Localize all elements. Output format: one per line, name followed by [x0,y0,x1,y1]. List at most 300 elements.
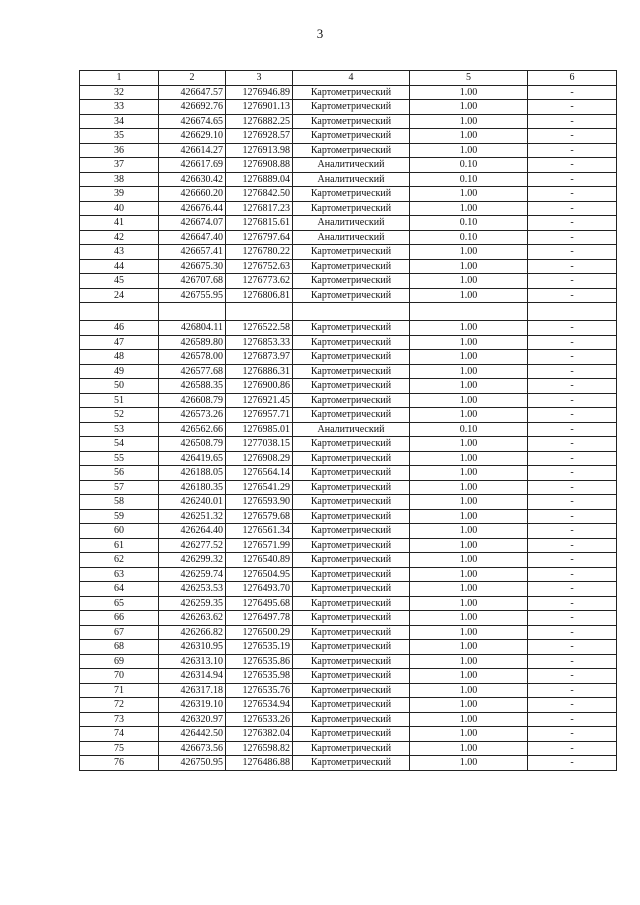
table-row [80,669,617,684]
table-cell: Картометрический [293,245,410,260]
table-cell: Картометрический [293,129,410,144]
table-cell: 1276535.76 [226,683,293,698]
table-cell: 40 [80,201,159,216]
table-row [80,85,617,100]
table-cell: 33 [80,100,159,115]
table-cell: Картометрический [293,524,410,539]
table-cell: 426630.42 [159,172,226,187]
table-cell: 1276382.04 [226,727,293,742]
table-cell: 1276561.34 [226,524,293,539]
table-cell: 49 [80,364,159,379]
table-cell: 1276773.62 [226,274,293,289]
table-cell: 1276921.45 [226,393,293,408]
table-cell: - [528,335,617,350]
table-cell: 1276853.33 [226,335,293,350]
table-cell: 60 [80,524,159,539]
table-cell: 426320.97 [159,712,226,727]
table-cell [528,303,617,321]
table-row [80,640,617,655]
column-header: 6 [528,71,617,86]
table-cell: 1.00 [410,466,528,481]
table-cell: Аналитический [293,216,410,231]
table-row [80,393,617,408]
table-cell: 1.00 [410,288,528,303]
table-cell: Картометрический [293,553,410,568]
table-cell: 48 [80,350,159,365]
table-row [80,288,617,303]
table-cell: 426804.11 [159,321,226,336]
table-cell: 1.00 [410,582,528,597]
table-cell: 426589.80 [159,335,226,350]
table-row [80,698,617,713]
table-cell: 39 [80,187,159,202]
table-row [80,451,617,466]
table-cell [159,303,226,321]
table-cell: 426673.56 [159,741,226,756]
table-cell: 1276806.81 [226,288,293,303]
table-cell: 1.00 [410,683,528,698]
table-cell: 1.00 [410,451,528,466]
table-cell: 42 [80,230,159,245]
table-cell: - [528,524,617,539]
table-cell: 1.00 [410,408,528,423]
table-cell: 426674.65 [159,114,226,129]
table-cell: Картометрический [293,741,410,756]
table-cell: 426608.79 [159,393,226,408]
table-cell: - [528,683,617,698]
table-cell: 426508.79 [159,437,226,452]
table-cell: Картометрический [293,393,410,408]
table-cell: 1276500.29 [226,625,293,640]
table-cell: 1.00 [410,538,528,553]
table-cell: 426674.07 [159,216,226,231]
table-row [80,509,617,524]
table-cell: - [528,698,617,713]
table-cell: 1276908.29 [226,451,293,466]
table-cell: 1.00 [410,524,528,539]
table-cell: 426562.66 [159,422,226,437]
table-cell: 0.10 [410,230,528,245]
table-cell: 1.00 [410,100,528,115]
table-cell: 426660.20 [159,187,226,202]
table-cell: 36 [80,143,159,158]
table-cell: - [528,640,617,655]
table-cell: Картометрический [293,480,410,495]
table-row [80,114,617,129]
table-row [80,422,617,437]
table-cell: 61 [80,538,159,553]
table-cell: 75 [80,741,159,756]
table-cell [80,303,159,321]
table-cell: Картометрический [293,669,410,684]
table-cell: - [528,509,617,524]
table-cell: 1276541.29 [226,480,293,495]
table-row [80,321,617,336]
table-cell: 73 [80,712,159,727]
table-cell: 0.10 [410,158,528,173]
table-cell: 426676.44 [159,201,226,216]
table-row [80,727,617,742]
table-cell: - [528,596,617,611]
table-cell: 426750.95 [159,756,226,771]
table-cell: 426588.35 [159,379,226,394]
table-cell: 76 [80,756,159,771]
table-row [80,596,617,611]
table-cell: 43 [80,245,159,260]
table-cell: 426578.00 [159,350,226,365]
table-cell: 1276913.98 [226,143,293,158]
table-cell: 1276882.25 [226,114,293,129]
table-cell: Картометрический [293,654,410,669]
table-cell: - [528,582,617,597]
table-cell: - [528,727,617,742]
table-cell: 426692.76 [159,100,226,115]
table-cell: 1.00 [410,698,528,713]
table-cell: - [528,216,617,231]
table-cell: 1.00 [410,654,528,669]
table-cell: - [528,259,617,274]
table-cell: 1.00 [410,553,528,568]
table-cell: Аналитический [293,172,410,187]
table-cell: Картометрический [293,379,410,394]
table-cell: Картометрический [293,201,410,216]
table-cell: 1.00 [410,335,528,350]
table-cell: 1.00 [410,379,528,394]
table-cell: Картометрический [293,114,410,129]
table-cell: Картометрический [293,466,410,481]
column-header: 5 [410,71,528,86]
table-cell: 54 [80,437,159,452]
table-cell: 44 [80,259,159,274]
table-cell: 426617.69 [159,158,226,173]
table-cell: 1276535.86 [226,654,293,669]
table-cell: 0.10 [410,172,528,187]
table-cell: 72 [80,698,159,713]
table-cell: 426707.68 [159,274,226,289]
table-cell: Картометрический [293,712,410,727]
table-cell: 56 [80,466,159,481]
table-row [80,158,617,173]
table-cell: 1.00 [410,143,528,158]
table-cell: 426240.01 [159,495,226,510]
table-cell: - [528,451,617,466]
table-cell: 35 [80,129,159,144]
table-row [80,741,617,756]
table-cell: 426577.68 [159,364,226,379]
table-cell: - [528,288,617,303]
table-cell: 1.00 [410,114,528,129]
table-cell: 37 [80,158,159,173]
table-cell: - [528,393,617,408]
table-cell: 53 [80,422,159,437]
table-cell: - [528,480,617,495]
table-cell: - [528,114,617,129]
table-cell: Картометрический [293,335,410,350]
table-cell: - [528,321,617,336]
table-row [80,466,617,481]
table-cell: 38 [80,172,159,187]
table-header-row [80,71,617,86]
table-cell: 65 [80,596,159,611]
table-row [80,379,617,394]
table-cell: 45 [80,274,159,289]
table-cell: 34 [80,114,159,129]
table-cell: - [528,654,617,669]
table-cell: 1.00 [410,567,528,582]
table-cell: 51 [80,393,159,408]
table-cell: 1276495.68 [226,596,293,611]
table-cell: 426266.82 [159,625,226,640]
table-cell: 68 [80,640,159,655]
table-cell: Картометрический [293,611,410,626]
table-cell: Картометрический [293,538,410,553]
table-row [80,100,617,115]
table-cell: 1276946.89 [226,85,293,100]
table-row [80,230,617,245]
table-row [80,245,617,260]
table-cell: Картометрический [293,596,410,611]
table-cell: 1276535.19 [226,640,293,655]
table-cell: 64 [80,582,159,597]
table-cell: 426647.57 [159,85,226,100]
table-cell: 47 [80,335,159,350]
table-cell: 1.00 [410,741,528,756]
table-cell: 1.00 [410,350,528,365]
table-cell: 1.00 [410,596,528,611]
column-header: 4 [293,71,410,86]
table-cell: 1.00 [410,625,528,640]
table-cell: 426264.40 [159,524,226,539]
table-cell: Картометрический [293,274,410,289]
table-cell: 426310.95 [159,640,226,655]
table-cell: Картометрический [293,364,410,379]
table-cell: Картометрический [293,756,410,771]
table-cell: 41 [80,216,159,231]
table-cell: Картометрический [293,100,410,115]
table-cell: 1276815.61 [226,216,293,231]
table-cell: 1.00 [410,364,528,379]
table-cell: - [528,245,617,260]
table-row [80,553,617,568]
table-cell: 1276908.88 [226,158,293,173]
table-cell: 69 [80,654,159,669]
table-cell: - [528,553,617,568]
table-cell: Картометрический [293,288,410,303]
table-cell: 1276842.50 [226,187,293,202]
table-cell: 1276957.71 [226,408,293,423]
table-row [80,524,617,539]
table-cell: 1276817.23 [226,201,293,216]
table-cell: 1276889.04 [226,172,293,187]
table-row [80,335,617,350]
table-cell: Картометрический [293,582,410,597]
table-cell: - [528,625,617,640]
table-cell: - [528,129,617,144]
table-cell: Аналитический [293,422,410,437]
table-cell: 1276873.97 [226,350,293,365]
table-row [80,350,617,365]
table-cell: 70 [80,669,159,684]
table-cell: 426442.50 [159,727,226,742]
table-cell: - [528,567,617,582]
table-cell: 426253.53 [159,582,226,597]
table-cell: 1276534.94 [226,698,293,713]
table-cell: Картометрический [293,640,410,655]
table-cell: 1276533.26 [226,712,293,727]
table-cell: 1276900.86 [226,379,293,394]
table-row [80,143,617,158]
table-cell: 1.00 [410,509,528,524]
table-cell: 1276564.14 [226,466,293,481]
table-cell: 426614.27 [159,143,226,158]
table-row [80,303,617,321]
table-cell: 1276504.95 [226,567,293,582]
table-cell: - [528,712,617,727]
table-row [80,216,617,231]
table-cell: - [528,274,617,289]
table-cell: Картометрический [293,408,410,423]
table-cell: - [528,158,617,173]
table-cell: 426629.10 [159,129,226,144]
table-cell: 1276780.22 [226,245,293,260]
table-cell: 58 [80,495,159,510]
table-body [80,85,617,770]
table-cell: Картометрический [293,625,410,640]
table-cell: 1276535.98 [226,669,293,684]
table-cell: 1.00 [410,259,528,274]
table-cell: 1.00 [410,187,528,202]
table-cell: 1276797.64 [226,230,293,245]
table-cell: Картометрический [293,509,410,524]
table-cell: 1.00 [410,437,528,452]
table-cell: 426317.18 [159,683,226,698]
table-cell: - [528,143,617,158]
table-cell: 1.00 [410,712,528,727]
table-row [80,582,617,597]
table-cell: 1276540.89 [226,553,293,568]
table-cell: 1276522.58 [226,321,293,336]
table-cell: 1.00 [410,480,528,495]
table-cell: 1276985.01 [226,422,293,437]
table-cell: 426299.32 [159,553,226,568]
table-cell: 1.00 [410,321,528,336]
table-cell: 1.00 [410,727,528,742]
table-row [80,201,617,216]
table-cell: 426251.32 [159,509,226,524]
table-cell: 1276886.31 [226,364,293,379]
table-cell: 426319.10 [159,698,226,713]
table-cell: Картометрический [293,85,410,100]
table-cell: 1.00 [410,495,528,510]
column-header: 2 [159,71,226,86]
table-row [80,654,617,669]
table-row [80,625,617,640]
table-row [80,172,617,187]
column-header: 3 [226,71,293,86]
table-row [80,364,617,379]
table-cell: 71 [80,683,159,698]
table-cell: 1276579.68 [226,509,293,524]
table-cell: - [528,350,617,365]
table-cell: 1276497.78 [226,611,293,626]
table-cell: Картометрический [293,495,410,510]
table-cell: 46 [80,321,159,336]
table-cell: Картометрический [293,437,410,452]
table-cell: 1276593.90 [226,495,293,510]
table-cell: - [528,85,617,100]
table-cell: - [528,230,617,245]
table-cell: - [528,364,617,379]
table-cell: Аналитический [293,158,410,173]
table-cell: 1276571.99 [226,538,293,553]
table-cell: 0.10 [410,422,528,437]
table-cell: 55 [80,451,159,466]
table-cell: - [528,422,617,437]
table-cell: 426675.30 [159,259,226,274]
coordinates-table [79,70,617,771]
table-cell: 74 [80,727,159,742]
table-cell: Картометрический [293,321,410,336]
table-cell: - [528,187,617,202]
table-cell: - [528,741,617,756]
table-cell: 62 [80,553,159,568]
table-cell: 59 [80,509,159,524]
table-cell: - [528,611,617,626]
table-row [80,611,617,626]
table-cell [293,303,410,321]
table-cell: 63 [80,567,159,582]
table-row [80,259,617,274]
page-number: 3 [316,26,324,41]
table-cell: Картометрический [293,187,410,202]
table-cell: 426180.35 [159,480,226,495]
table-cell: Картометрический [293,259,410,274]
table-cell: 426647.40 [159,230,226,245]
table-cell: 32 [80,85,159,100]
table-cell: 426755.95 [159,288,226,303]
table-cell: - [528,756,617,771]
table-row [80,480,617,495]
table-cell: 24 [80,288,159,303]
table-cell: 426259.74 [159,567,226,582]
table-cell: 1.00 [410,756,528,771]
table-cell: - [528,466,617,481]
table-cell: 1.00 [410,669,528,684]
table-cell: 426188.05 [159,466,226,481]
table-cell: 426277.52 [159,538,226,553]
table-cell: 1.00 [410,393,528,408]
table-row [80,538,617,553]
table-cell: Картометрический [293,451,410,466]
table-cell: 57 [80,480,159,495]
table-row [80,712,617,727]
table-cell: Картометрический [293,683,410,698]
table-cell: - [528,379,617,394]
table-cell: 1276752.63 [226,259,293,274]
table-cell: 1276486.88 [226,756,293,771]
table-row [80,274,617,289]
table-cell: 0.10 [410,216,528,231]
table-cell: 426419.65 [159,451,226,466]
table-cell: - [528,408,617,423]
table-cell: 1277038.15 [226,437,293,452]
table-cell: - [528,538,617,553]
table-cell: - [528,100,617,115]
table-cell: 426259.35 [159,596,226,611]
table-cell: - [528,437,617,452]
table-cell: - [528,201,617,216]
table-cell: Картометрический [293,350,410,365]
